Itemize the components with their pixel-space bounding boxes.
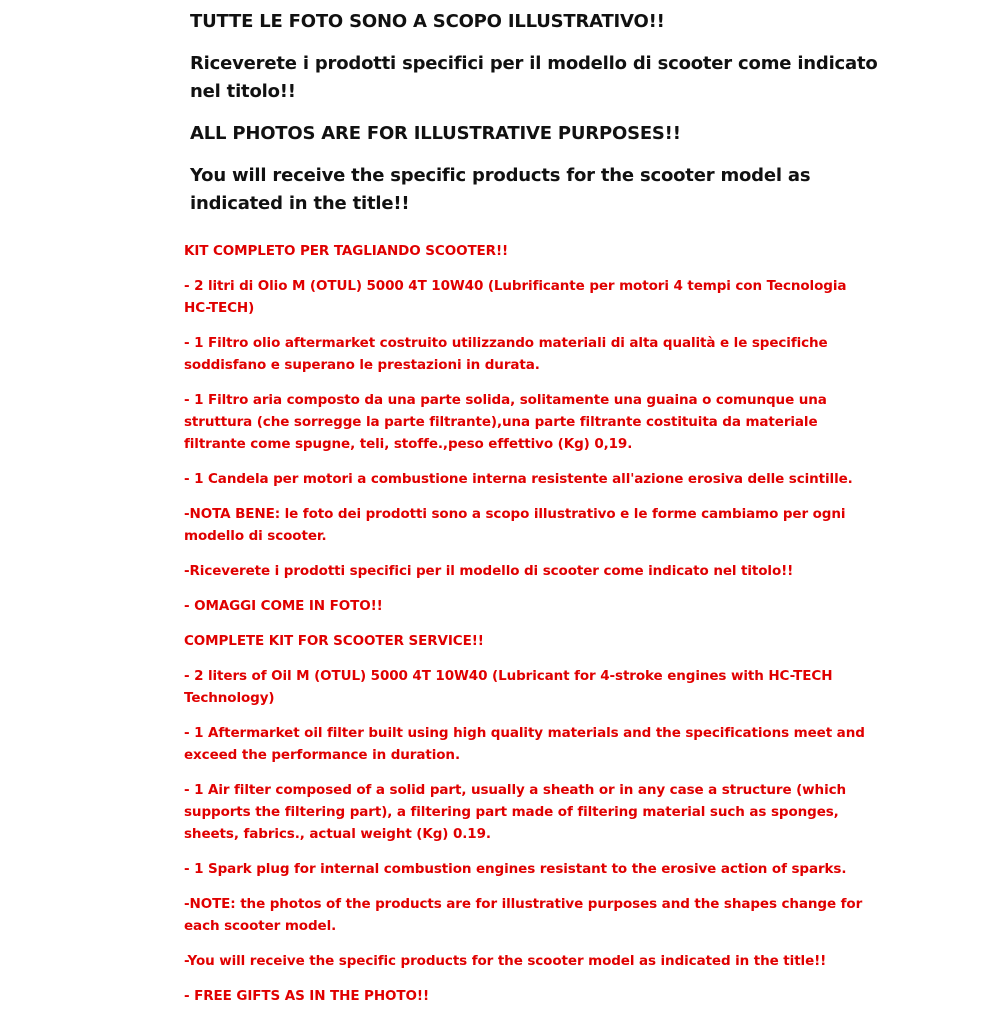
list-item-oil-filter-it: - 1 Filtro olio aftermarket costruito utilizzando materiali di alta qualità e le specifiche soddisfano e superano le prestazioni in durata. [184, 335, 828, 373]
list-item-spark-plug-en: - 1 Spark plug for internal combustion engines resistant to the erosive action of sparks. [184, 861, 847, 877]
list-item-air-filter-it: - 1 Filtro aria composto da una parte solida, solitamente una guaina o comunque una struttura (che sorregge la parte filtrante),una parte filtrante costituita da materiale filtrante come spugne, teli, stoffe.,peso effettivo (Kg) 0,19. [184, 392, 827, 452]
product-description [184, 240, 874, 1020]
list-item-oil-en: - 2 liters of Oil M (OTUL) 5000 4T 10W40 (Lubricant for 4-stroke engines with HC-TECH Technology) [184, 668, 833, 706]
list-item-spark-plug-it: - 1 Candela per motori a combustione interna resistente all'azione erosiva delle scintille. [184, 471, 853, 487]
kit-title-it: KIT COMPLETO PER TAGLIANDO SCOOTER!! [184, 243, 509, 259]
header-line-en-photos: ALL PHOTOS ARE FOR ILLUSTRATIVE PURPOSES!! [190, 123, 681, 144]
kit-title-en: COMPLETE KIT FOR SCOOTER SERVICE!! [184, 633, 484, 649]
gifts-note-en: - FREE GIFTS AS IN THE PHOTO!! [184, 988, 430, 1004]
note-en: -NOTE: the photos of the products are for illustrative purposes and the shapes change for each scooter model. [184, 896, 863, 934]
list-item-oil-it: - 2 litri di Olio M (OTUL) 5000 4T 10W40 (Lubrificante per motori 4 tempi con Tecnologia HC-TECH) [184, 278, 847, 316]
disclaimer-header [190, 8, 880, 232]
header-line-it-products: Riceverete i prodotti specifici per il modello di scooter come indicato nel titolo!! [190, 53, 878, 102]
header-line-en-products: You will receive the specific products for the scooter model as indicated in the title!! [190, 165, 811, 214]
list-item-air-filter-en: - 1 Air filter composed of a solid part, usually a sheath or in any case a structure (which supports the filtering part), a filtering part made of filtering material such as sponges, sheets, fabrics., actual weight (Kg) 0.19. [184, 782, 847, 842]
header-line-it-photos: TUTTE LE FOTO SONO A SCOPO ILLUSTRATIVO!! [190, 11, 665, 32]
gifts-note-it: - OMAGGI COME IN FOTO!! [184, 598, 383, 614]
products-note-it: -Riceverete i prodotti specifici per il modello di scooter come indicato nel titolo!! [184, 563, 794, 579]
note-it: -NOTA BENE: le foto dei prodotti sono a scopo illustrativo e le forme cambiamo per ogni modello di scooter. [184, 506, 846, 544]
list-item-oil-filter-en: - 1 Aftermarket oil filter built using high quality materials and the specifications meet and exceed the performance in duration. [184, 725, 865, 763]
products-note-en: -You will receive the specific products for the scooter model as indicated in the title!! [184, 953, 827, 969]
